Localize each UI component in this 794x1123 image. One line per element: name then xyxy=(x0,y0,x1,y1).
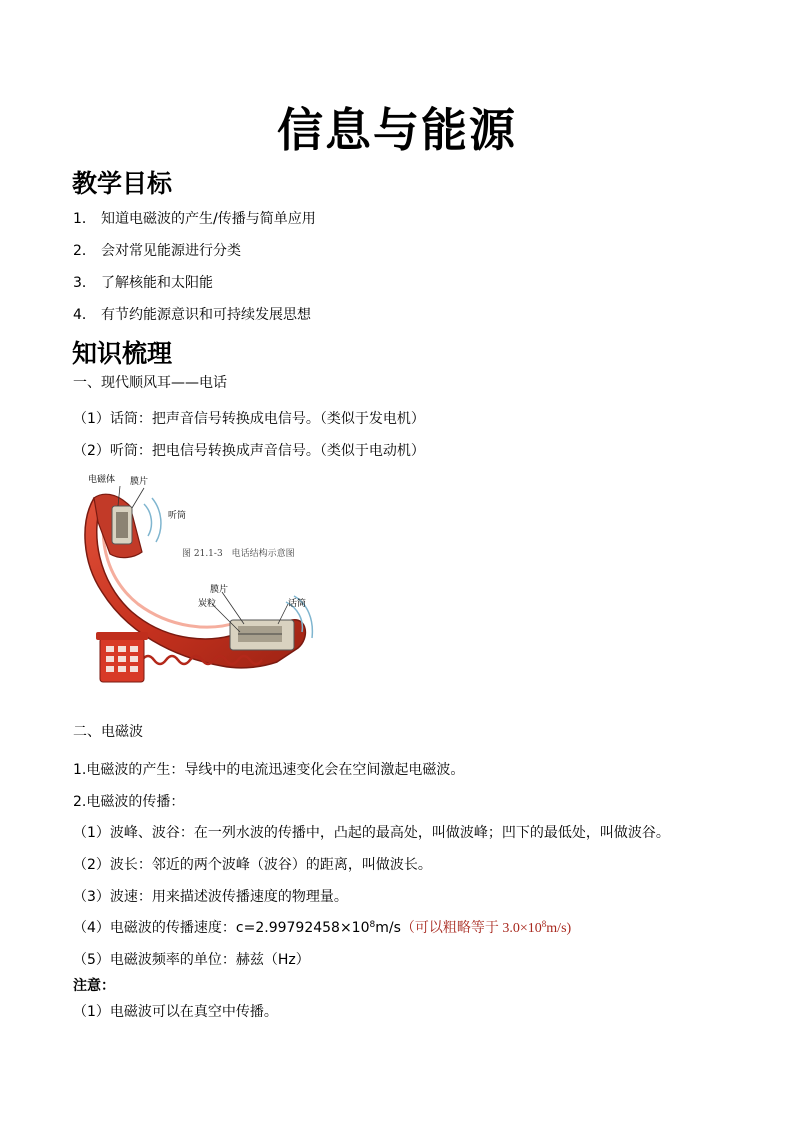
goal-number: 1． xyxy=(73,211,96,227)
figure-caption: 图 21.1-3 电话结构示意图 xyxy=(182,549,295,559)
speed-approx-exponent: 8 xyxy=(541,919,547,929)
part2-line-3: （1）波峰、波谷：在一列水波的传播中，凸起的最高处，叫做波峰；凹下的最低处，叫做波谷。 xyxy=(73,825,670,841)
part2-line-4: （2）波长：邻近的两个波峰（波谷）的距离，叫做波长。 xyxy=(73,857,432,873)
speed-approx-prefix: （可以粗略等于 3.0×10 xyxy=(400,921,542,936)
speed-prefix: （4）电磁波的传播速度：c=2.99792458×10 xyxy=(73,920,370,936)
goal-number: 3． xyxy=(73,275,96,291)
figure-label-mic: 话筒 xyxy=(288,599,307,609)
part2-line-1: 1.电磁波的产生：导线中的电流迅速变化会在空间激起电磁波。 xyxy=(73,762,465,778)
speed-unit: m/s xyxy=(375,920,401,936)
goal-text: 了解核能和太阳能 xyxy=(101,275,213,291)
part2-line-5: （3）波速：用来描述波传播速度的物理量。 xyxy=(73,889,348,905)
goal-item-3 xyxy=(73,272,213,292)
goal-item-4 xyxy=(73,304,311,324)
figure-label-carbon: 炭粒 xyxy=(198,599,217,609)
part1-title: 一、现代顺风耳——电话 xyxy=(73,375,227,391)
goal-text: 有节约能源意识和可持续发展思想 xyxy=(101,307,311,323)
goal-number: 4． xyxy=(73,307,96,323)
frequency-line: （5）电磁波频率的单位：赫兹（Hz） xyxy=(73,952,310,968)
section-heading-knowledge: 知识梳理 xyxy=(72,339,173,368)
speed-line xyxy=(73,917,571,937)
goal-number: 2． xyxy=(73,243,96,259)
goal-text: 知道电磁波的产生/传播与简单应用 xyxy=(101,211,316,227)
speed-exponent: 8 xyxy=(369,920,376,930)
telephone-diagram-figure xyxy=(72,462,352,714)
part1-line-2: （2）听筒：把电信号转换成声音信号。（类似于电动机） xyxy=(73,443,425,459)
goal-item-1 xyxy=(73,208,316,228)
part2-line-2: 2.电磁波的传播： xyxy=(73,794,185,810)
part1-line-1: （1）话筒：把声音信号转换成电信号。（类似于发电机） xyxy=(73,411,425,427)
sound-waves-top xyxy=(144,498,161,542)
goal-text: 会对常见能源进行分类 xyxy=(101,243,241,259)
note-line-1: （1）电磁波可以在真空中传播。 xyxy=(73,1004,278,1020)
page-title: 信息与能源 xyxy=(277,103,517,157)
figure-label-film-top: 膜片 xyxy=(130,477,149,487)
goal-item-2 xyxy=(73,240,241,260)
figure-label-receiver: 听筒 xyxy=(168,511,187,521)
section-heading-goals: 教学目标 xyxy=(72,169,173,198)
note-label: 注意： xyxy=(73,978,115,994)
figure-label-coil: 电磁体 xyxy=(88,475,116,485)
speed-approx-suffix: m/s) xyxy=(546,921,572,936)
figure-label-film-bottom: 膜片 xyxy=(210,585,229,595)
part2-title: 二、电磁波 xyxy=(73,724,143,740)
